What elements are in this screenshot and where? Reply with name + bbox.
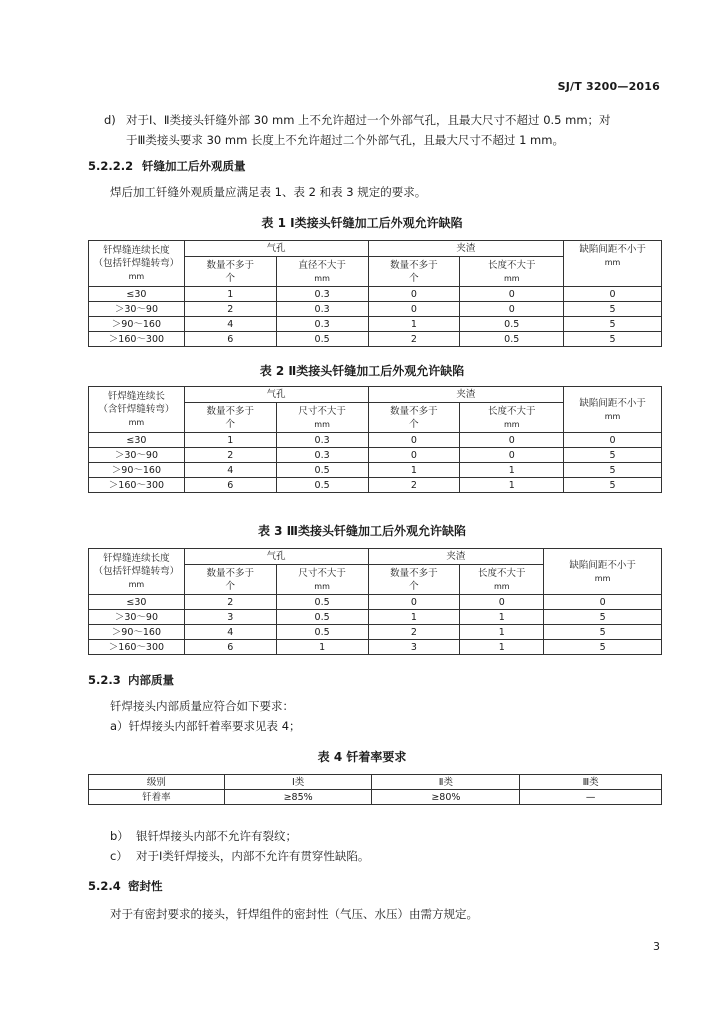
table4-caption: 表 4 钎着率要求 [317, 750, 407, 764]
section-title: 密封性 [128, 879, 163, 893]
table-row: ＞30～90 3 0.5 1 1 5 [89, 610, 662, 625]
table-row: ＞160～300 6 0.5 2 1 5 [89, 478, 662, 493]
table2-header-length: 钎焊缝连续长 （含钎焊缝转弯） mm [89, 387, 185, 433]
table3-caption: 表 3 Ⅲ类接头钎缝加工后外观允许缺陷 [257, 524, 467, 538]
table2-header-gap: 缺陷间距不小于 mm [564, 387, 662, 433]
table2 [88, 386, 662, 493]
table-row: ≤30 2 0.5 0 0 0 [89, 595, 662, 610]
table4-header-row: 级别 Ⅰ类 Ⅱ类 Ⅲ类 [89, 775, 662, 790]
item-c [110, 846, 369, 866]
table3-header-gap: 缺陷间距不小于 mm [544, 549, 662, 595]
section-5-2-4 [88, 878, 163, 894]
section-number: 5.2.3 [88, 673, 121, 687]
table4 [88, 774, 662, 805]
table3 [88, 548, 662, 655]
section-5-2-3 [88, 672, 174, 688]
table2-header-slag-length: 长度不大于 mm [460, 403, 564, 433]
item-c-label: c） [110, 849, 128, 863]
table-row: ≤30 1 0.3 0 0 0 [89, 287, 662, 302]
item-d-line2: 于Ⅲ类接头要求 30 mm 长度上不允许超过二个外部气孔，且最大尺寸不超过 1 mm。 [126, 133, 564, 147]
table3-header-pore-size: 尺寸不大于 mm [276, 565, 368, 595]
table2-header-pore-size: 尺寸不大于 mm [276, 403, 368, 433]
table2-header-slag-count: 数量不多于 个 [368, 403, 460, 433]
table-row: ＞30～90 2 0.3 0 0 5 [89, 302, 662, 317]
item-c-text: 对于Ⅰ类钎焊接头，内部不允许有贯穿性缺陷。 [136, 849, 370, 863]
table2-header-pore: 气孔 [184, 387, 368, 403]
table1-header-length: 钎焊缝连续长度 （包括钎焊缝转弯） mm [89, 241, 185, 287]
table-row: ＞160～300 6 1 3 1 5 [89, 640, 662, 655]
table1-header-slag: 夹渣 [368, 241, 564, 257]
item-b-text: 银钎焊接头内部不允许有裂纹； [136, 829, 297, 843]
section-title: 钎缝加工后外观质量 [142, 159, 246, 173]
section-number: 5.2.4 [88, 879, 121, 893]
table-row: ＞160～300 6 0.5 2 0.5 5 [89, 332, 662, 347]
table3-header-pore-count: 数量不多于 个 [184, 565, 276, 595]
standard-code: SJ/T 3200—2016 [557, 80, 660, 93]
section-5-2-2-2 [88, 158, 246, 174]
table1-header-pore-size: 直径不大于 mm [276, 257, 368, 287]
table3-header-slag: 夹渣 [368, 549, 544, 565]
table-row: ＞90～160 4 0.5 1 1 5 [89, 463, 662, 478]
table3-header-slag-count: 数量不多于 个 [368, 565, 460, 595]
table3-header-pore: 气孔 [184, 549, 368, 565]
table2-header-pore-count: 数量不多于 个 [184, 403, 276, 433]
table3-header-length: 钎焊缝连续长度 （包括钎焊缝转弯） mm [89, 549, 185, 595]
table-row: ＞90～160 4 0.3 1 0.5 5 [89, 317, 662, 332]
item-d-line1: 对于Ⅰ、Ⅱ类接头钎缝外部 30 mm 上不允许超过一个外部气孔，且最大尺寸不超过 0.5 mm；对 [126, 113, 611, 127]
table3-header-slag-length: 长度不大于 mm [460, 565, 544, 595]
item-b-label: b） [110, 829, 129, 843]
table-row: ＞30～90 2 0.3 0 0 5 [89, 448, 662, 463]
table1-caption: 表 1 Ⅰ类接头钎缝加工后外观允许缺陷 [261, 216, 463, 230]
table1-header-pore: 气孔 [184, 241, 368, 257]
table1-header-pore-count: 数量不多于 个 [184, 257, 276, 287]
item-b [110, 826, 297, 846]
table-row: ≤30 1 0.3 0 0 0 [89, 433, 662, 448]
item-a: a）钎焊接头内部钎着率要求见表 4； [110, 719, 301, 733]
item-d-label: d) [104, 113, 116, 127]
table1-header-gap: 缺陷间距不小于 mm [564, 241, 662, 287]
table1-header-slag-length: 长度不大于 mm [460, 257, 564, 287]
section-number: 5.2.2.2 [88, 159, 134, 173]
sealing-paragraph: 对于有密封要求的接头，钎焊组件的密封性（气压、水压）由需方规定。 [110, 907, 478, 921]
section-title: 内部质量 [128, 673, 174, 687]
table1-header-slag-count: 数量不多于 个 [368, 257, 460, 287]
page-number: 3 [653, 940, 660, 953]
table-row: ＞90～160 4 0.5 2 1 5 [89, 625, 662, 640]
table2-header-slag: 夹渣 [368, 387, 564, 403]
table-row: 钎着率 ≥85% ≥80% — [89, 790, 662, 805]
item-d [104, 110, 674, 150]
table2-caption: 表 2 Ⅱ类接头钎缝加工后外观允许缺陷 [259, 364, 465, 378]
internal-intro: 钎焊接头内部质量应符合如下要求： [110, 699, 294, 713]
table1 [88, 240, 662, 347]
intro-paragraph: 焊后加工钎缝外观质量应满足表 1、表 2 和表 3 规定的要求。 [110, 185, 427, 199]
